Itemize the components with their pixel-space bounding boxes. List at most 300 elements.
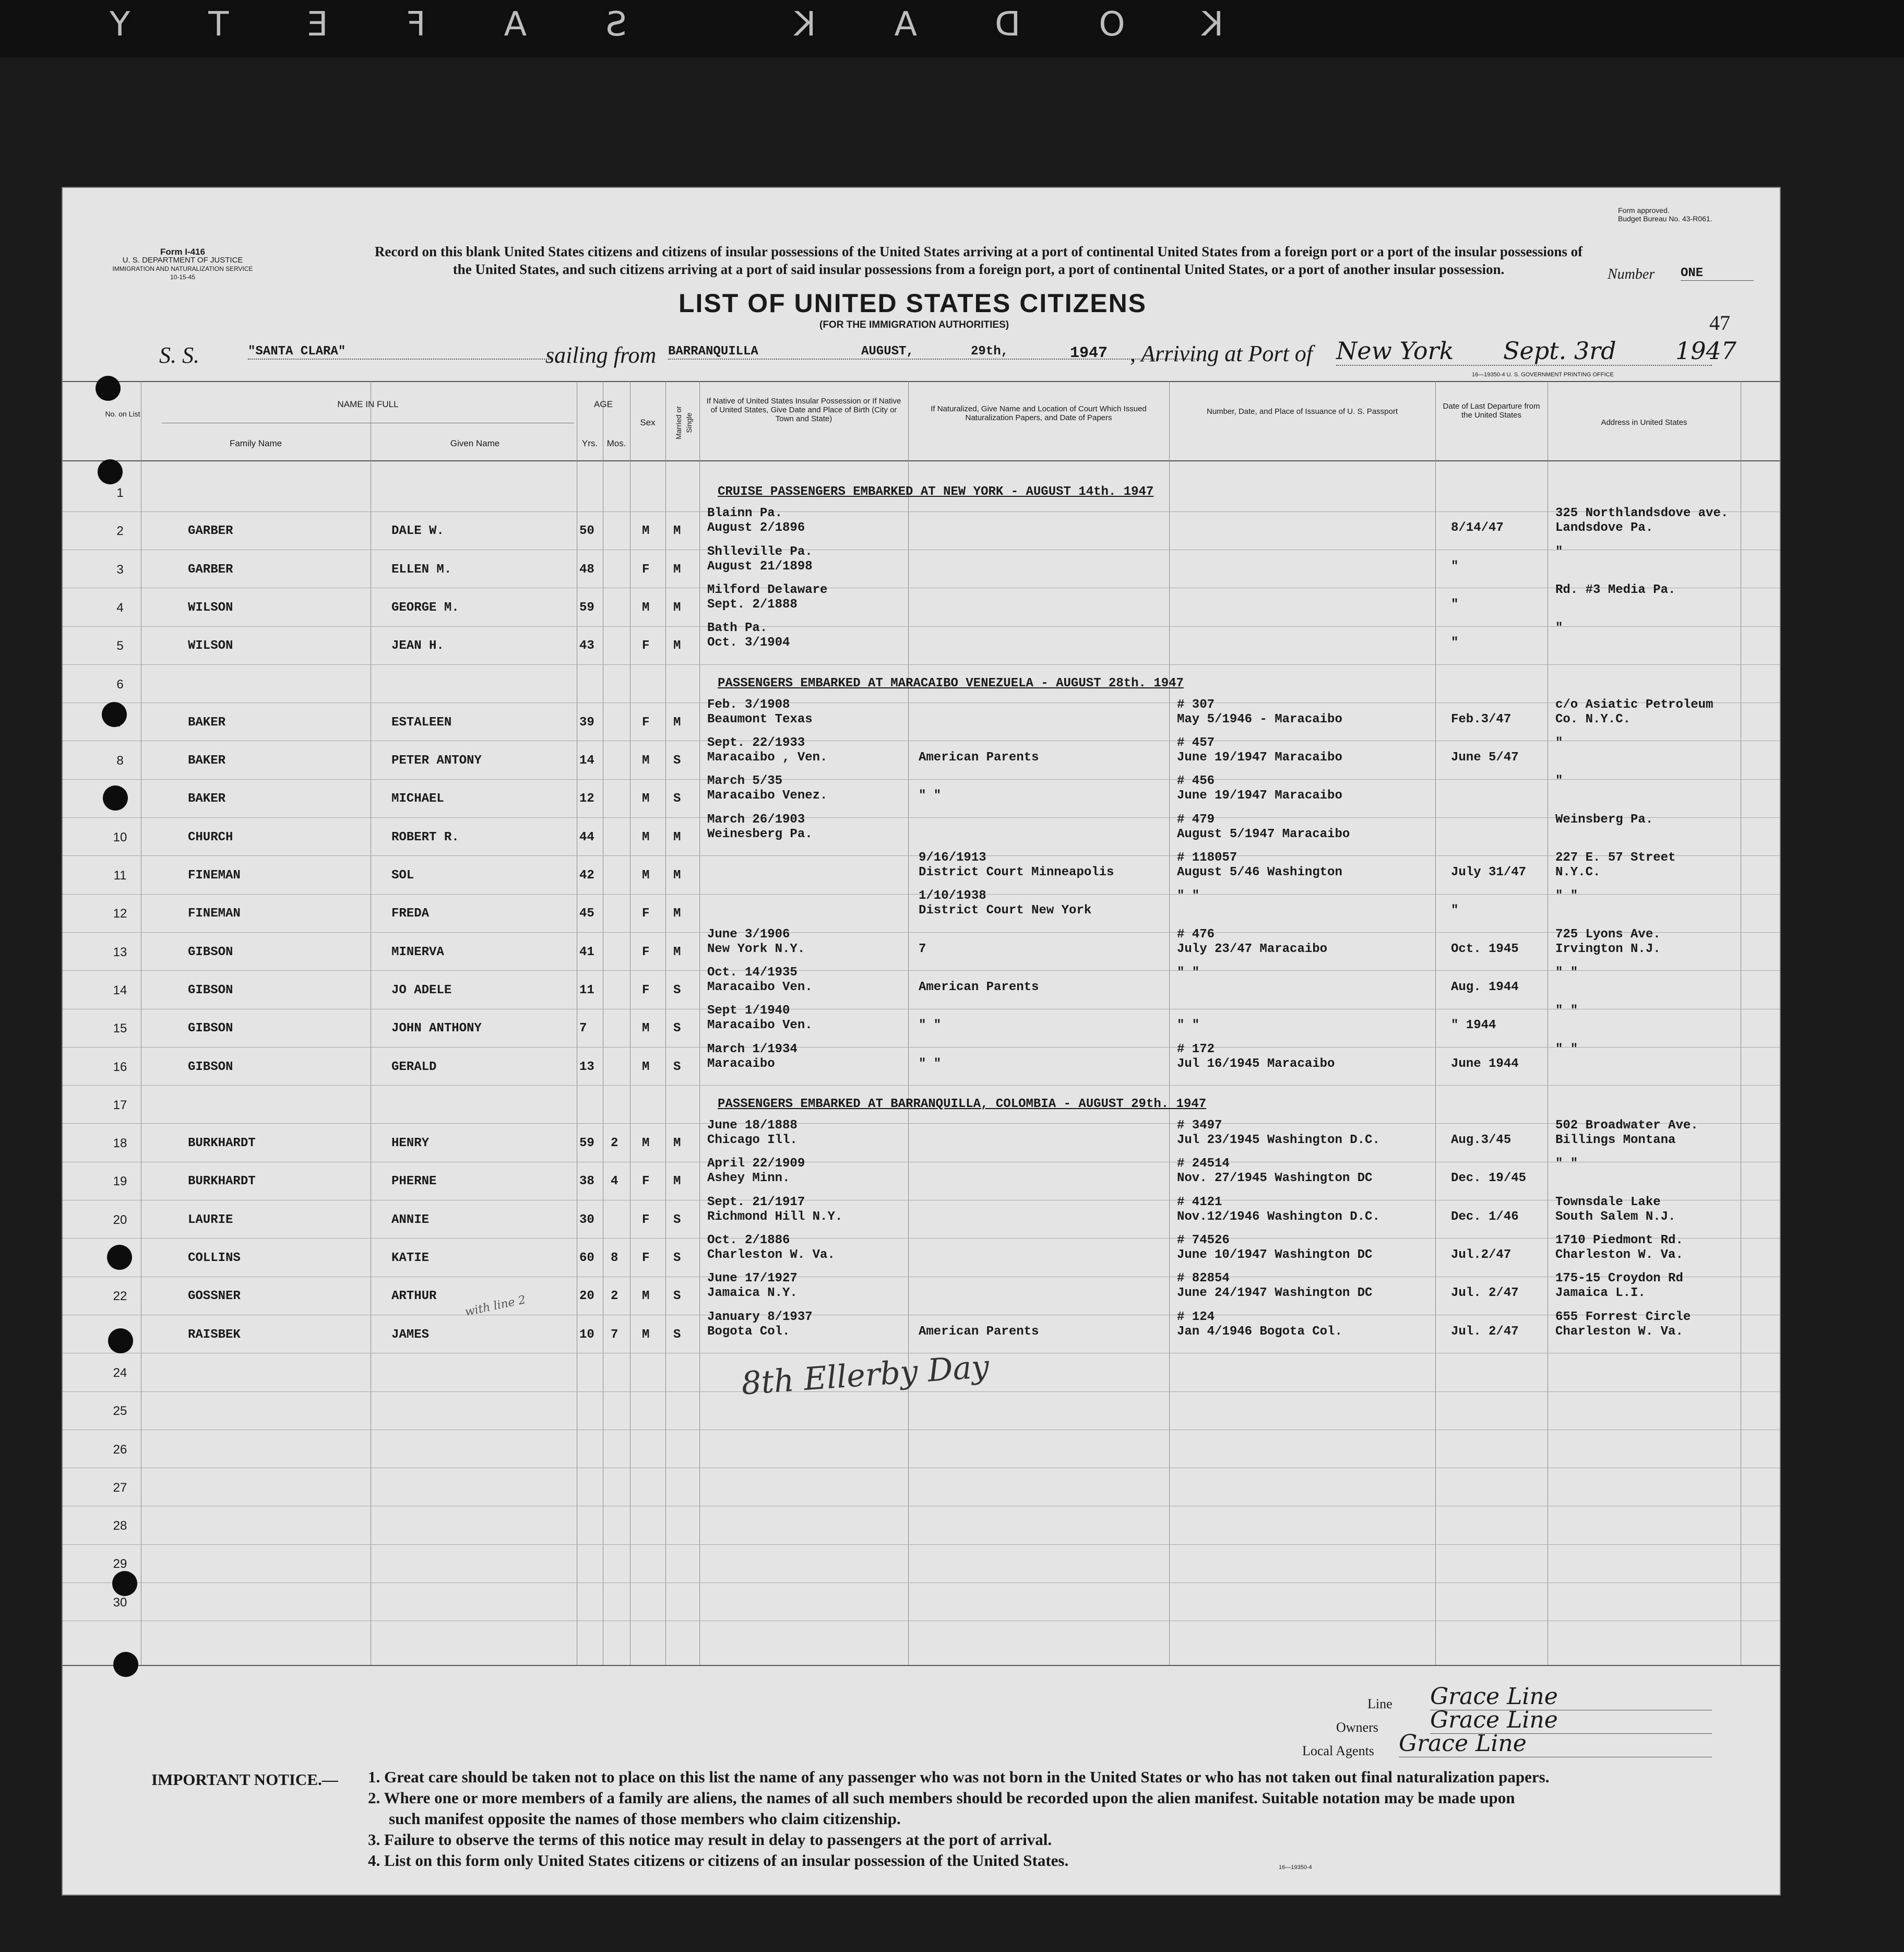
passport-line-2: June 24/1947 Washington DC <box>1177 1286 1373 1301</box>
col-header-yrs: Yrs. <box>581 438 598 448</box>
passport-line-1: " " <box>1177 965 1200 980</box>
col-divider <box>665 381 666 1665</box>
birth-line-1: Sept. 21/1917 <box>707 1195 805 1209</box>
passport-line-2: June 19/1947 Maracaibo <box>1177 751 1342 765</box>
age-years: 20 <box>579 1289 594 1304</box>
last-departure: " <box>1451 903 1459 918</box>
sex: F <box>642 907 650 921</box>
birth-line-2: Maracaibo Ven. <box>707 980 813 994</box>
row-number: 16 <box>113 1060 127 1074</box>
passport-line-1: # 124 <box>1177 1310 1215 1324</box>
sailing-day: 29th, <box>971 344 1009 359</box>
family-name: CHURCH <box>188 830 233 844</box>
sex: M <box>642 600 650 615</box>
address-line-2: Irvington N.J. <box>1555 942 1661 956</box>
col-header-family: Family Name <box>229 438 282 448</box>
table-top-rule <box>63 381 1780 382</box>
row-line <box>63 1544 1780 1545</box>
passport-line-2: May 5/1946 - Maracaibo <box>1177 712 1342 727</box>
given-name: GEORGE M. <box>391 600 459 615</box>
birth-line-2: Weinesberg Pa. <box>707 827 813 841</box>
family-name: WILSON <box>188 600 233 615</box>
row-number: 19 <box>113 1174 127 1189</box>
row-number: 17 <box>113 1098 127 1112</box>
passport-line-2: Jan 4/1946 Bogota Col. <box>1177 1324 1342 1339</box>
passport-line-1: # 118057 <box>1177 851 1237 865</box>
manifest-page <box>63 188 1780 1895</box>
last-departure: Aug.3/45 <box>1451 1133 1512 1148</box>
marital-status: M <box>673 1136 681 1151</box>
row-number: 13 <box>113 945 127 959</box>
sex: F <box>642 1212 650 1227</box>
address-line-2: Charleston W. Va. <box>1555 1324 1683 1339</box>
row-number: 15 <box>113 1021 127 1036</box>
form-instructions: Record on this blank United States citizens and citizens of insular possessions of the United States arriving at a port of continental United States from a foreign port or a port of the insular possessions of the United States, and such citizens arriving at a port of said insular possessions from a foreign port, a port of continental United States, or a port of another insular possession. <box>374 244 1583 277</box>
col-header-departure: Date of Last Departure from the United States <box>1443 402 1540 420</box>
passport-line-2: " " <box>1177 1018 1200 1033</box>
col-header-name: NAME IN FULL <box>337 399 399 409</box>
col-header-given: Given Name <box>450 438 500 448</box>
margin-note: with line 2 <box>463 1293 527 1319</box>
birth-line-2: Maracaibo , Ven. <box>707 751 828 765</box>
birth-line-2: Richmond Hill N.Y. <box>707 1209 843 1224</box>
binder-hole <box>108 1328 133 1353</box>
address-line-1: Weinsberg Pa. <box>1555 812 1653 827</box>
address-line-1: 1710 Piedmont Rd. <box>1555 1233 1683 1247</box>
marital-status: S <box>673 1251 681 1265</box>
row-number: 2 <box>116 524 124 539</box>
family-name: RAISBEK <box>188 1327 241 1342</box>
given-name: MINERVA <box>391 945 444 959</box>
row-line <box>63 932 1780 933</box>
passport-line-1: # 307 <box>1177 697 1215 712</box>
address-line-2: Co. N.Y.C. <box>1555 712 1631 727</box>
family-name: BURKHARDT <box>188 1136 256 1151</box>
row-line <box>63 1238 1780 1239</box>
address-line-1: " " <box>1555 1004 1578 1018</box>
notice-3: 3. Failure to observe the terms of this notice may result in delay to passengers at the port of arrival. <box>368 1830 1052 1849</box>
age-years: 14 <box>579 754 594 768</box>
family-name: COLLINS <box>188 1251 241 1265</box>
given-name: JEAN H. <box>391 639 444 653</box>
last-departure: " 1944 <box>1451 1018 1496 1033</box>
naturalization-line-2: 7 <box>919 942 926 956</box>
given-name: JOHN ANTHONY <box>391 1021 482 1036</box>
passport-line-1: # 476 <box>1177 927 1215 942</box>
col-header-no: No. on List <box>105 410 140 418</box>
sex: M <box>642 1289 650 1304</box>
binder-hole <box>112 1571 137 1596</box>
sex: F <box>642 562 650 577</box>
sex: M <box>642 1060 650 1074</box>
row-number: 5 <box>116 639 124 653</box>
age-months: 2 <box>611 1136 618 1151</box>
marital-status: S <box>673 754 681 768</box>
marital-status: M <box>673 639 681 653</box>
birth-line-2: Jamaica N.Y. <box>707 1286 798 1301</box>
section-heading: PASSENGERS EMBARKED AT MARACAIBO VENEZUELA - AUGUST 28th. 1947 <box>718 676 1184 691</box>
passport-line-2: June 19/1947 Maracaibo <box>1177 789 1342 803</box>
last-departure: Jul. 2/47 <box>1451 1286 1519 1301</box>
last-departure: 8/14/47 <box>1451 521 1504 535</box>
sex: F <box>642 1251 650 1265</box>
sailing-month: AUGUST, <box>861 344 914 359</box>
col-header-passport: Number, Date, and Place of Issuance of U. S. Passport <box>1206 407 1398 416</box>
birth-line-2: Chicago Ill. <box>707 1133 798 1148</box>
last-departure: Aug. 1944 <box>1451 980 1519 994</box>
naturalization-line-2: District Court Minneapolis <box>919 865 1114 879</box>
marital-status: M <box>673 868 681 883</box>
family-name: BAKER <box>188 754 226 768</box>
birth-line-1: Bath Pa. <box>707 621 768 636</box>
passport-line-1: # 24514 <box>1177 1157 1230 1171</box>
col-divider <box>699 381 700 1665</box>
address-line-1: " <box>1555 544 1563 559</box>
birth-line-1: March 26/1903 <box>707 812 805 827</box>
binder-hole <box>107 1245 132 1270</box>
row-number: 11 <box>113 868 127 883</box>
birth-line-2: August 21/1898 <box>707 559 813 574</box>
marital-status: M <box>673 600 681 615</box>
arrival-year: 1947 <box>1675 337 1737 365</box>
row-line <box>63 817 1780 818</box>
row-line <box>63 1085 1780 1086</box>
row-number: 29 <box>113 1557 127 1572</box>
row-line <box>63 664 1780 665</box>
print-code-bottom: 16—19350-4 <box>1279 1864 1312 1871</box>
page-number: 47 <box>1709 311 1730 335</box>
section-heading: PASSENGERS EMBARKED AT BARRANQUILLA, COLOMBIA - AUGUST 29th. 1947 <box>718 1097 1207 1111</box>
family-name: BAKER <box>188 715 226 730</box>
address-line-1: 655 Forrest Circle <box>1555 1310 1691 1324</box>
family-name: WILSON <box>188 639 233 653</box>
passport-line-2: July 23/47 Maracaibo <box>1177 942 1328 956</box>
address-line-1: " " <box>1555 1042 1578 1056</box>
birth-line-2: Maracaibo Venez. <box>707 789 828 803</box>
birth-line-2: Charleston W. Va. <box>707 1248 835 1262</box>
binder-hole <box>96 376 121 401</box>
passport-line-2: Nov.12/1946 Washington D.C. <box>1177 1209 1380 1224</box>
passport-line-2: June 10/1947 Washington DC <box>1177 1248 1373 1262</box>
family-name: GIBSON <box>188 983 233 997</box>
naturalization-line-2: District Court New York <box>919 903 1092 918</box>
sex: F <box>642 1174 650 1189</box>
sex: M <box>642 1136 650 1151</box>
given-name: GERALD <box>391 1060 437 1074</box>
passport-line-2: August 5/46 Washington <box>1177 865 1342 879</box>
naturalization-line-2: " " <box>919 1056 942 1071</box>
from-port: BARRANQUILLA <box>668 344 1200 360</box>
sex: M <box>642 830 650 844</box>
passport-line-2: August 5/1947 Maracaibo <box>1177 827 1350 841</box>
family-name: GARBER <box>188 524 233 539</box>
address-line-1: Townsdale Lake <box>1555 1195 1661 1209</box>
birth-line-1: Feb. 3/1908 <box>707 697 790 712</box>
address-line-1: " " <box>1555 889 1578 903</box>
given-name: ESTALEEN <box>391 715 452 730</box>
last-departure: Jul. 2/47 <box>1451 1324 1519 1339</box>
family-name: GOSSNER <box>188 1289 241 1304</box>
sex: M <box>642 1021 650 1036</box>
family-name: BAKER <box>188 792 226 806</box>
form-id-block <box>104 248 261 281</box>
film-edge-text: KODAK SAFETY <box>31 5 1224 44</box>
naturalization-line-2: " " <box>919 789 942 803</box>
film-edge-banner <box>0 0 1904 57</box>
given-name: KATIE <box>391 1251 430 1265</box>
form-number: Form I-416 <box>160 247 205 257</box>
age-years: 38 <box>579 1174 594 1189</box>
address-line-2: Landsdove Pa. <box>1555 521 1653 535</box>
naturalization-line-1: 9/16/1913 <box>919 851 986 865</box>
department: U. S. DEPARTMENT OF JUSTICE <box>122 256 243 265</box>
naturalization-line-2: American Parents <box>919 980 1039 994</box>
row-number: 30 <box>113 1595 127 1610</box>
birth-line-2: Maracaibo Ven. <box>707 1018 813 1033</box>
naturalization-line-2: American Parents <box>919 751 1039 765</box>
service: IMMIGRATION AND NATURALIZATION SERVICE <box>112 265 253 272</box>
family-name: FINEMAN <box>188 907 241 921</box>
marital-status: S <box>673 792 681 806</box>
birth-line-1: Blainn Pa. <box>707 506 783 521</box>
col-header-sex: Sex <box>640 418 656 427</box>
birth-line-1: Milford Delaware <box>707 582 828 597</box>
given-name: SOL <box>391 868 414 883</box>
sex: F <box>642 945 650 959</box>
given-name: ARTHUR <box>391 1289 437 1304</box>
col-header-address: Address in United States <box>1601 418 1687 427</box>
marital-status: S <box>673 1021 681 1036</box>
address-line-1: Rd. #3 Media Pa. <box>1555 582 1676 597</box>
number-value: ONE <box>1681 266 1754 281</box>
row-number: 25 <box>113 1404 127 1419</box>
age-years: 41 <box>579 945 594 959</box>
birth-line-1: June 17/1927 <box>707 1271 798 1286</box>
address-line-1: 325 Northlandsdove ave. <box>1555 506 1729 521</box>
sex: F <box>642 983 650 997</box>
passport-line-2: Jul 23/1945 Washington D.C. <box>1177 1133 1380 1148</box>
birth-line-2: Sept. 2/1888 <box>707 597 798 612</box>
naturalization-line-2: " " <box>919 1018 942 1033</box>
agents-label: Local Agents <box>1302 1743 1374 1758</box>
col-header-age: AGE <box>594 399 613 409</box>
arriving-label: , Arriving at Port of <box>1130 341 1313 366</box>
passport-line-1: # 74526 <box>1177 1233 1230 1247</box>
col-header-mos: Mos. <box>606 438 626 448</box>
age-years: 12 <box>579 792 594 806</box>
age-years: 10 <box>579 1327 594 1342</box>
notice-4: 4. List on this form only United States citizens or citizens of an insular possession of the United States. <box>368 1851 1069 1870</box>
age-months: 8 <box>611 1251 618 1265</box>
row-line <box>63 970 1780 971</box>
given-name: ANNIE <box>391 1212 430 1227</box>
row-number: 28 <box>113 1519 127 1533</box>
arrival-port: New York <box>1336 337 1712 366</box>
sex: M <box>642 868 650 883</box>
birth-line-2: Beaumont Texas <box>707 712 813 727</box>
page-title: LIST OF UNITED STATES CITIZENS <box>679 289 1147 318</box>
passport-line-1: # 457 <box>1177 736 1215 751</box>
age-years: 44 <box>579 830 594 844</box>
birth-line-1: January 8/1937 <box>707 1310 813 1324</box>
birth-line-2: Ashey Minn. <box>707 1171 790 1186</box>
line-value: Grace Line <box>1430 1683 1712 1710</box>
row-line <box>63 1582 1780 1583</box>
last-departure: July 31/47 <box>1451 865 1527 879</box>
birth-line-2: New York N.Y. <box>707 942 805 956</box>
age-years: 48 <box>579 562 594 577</box>
passport-line-1: # 456 <box>1177 774 1215 789</box>
signature-note: 8th Ellerby Day <box>740 1348 991 1402</box>
sex: M <box>642 754 650 768</box>
address-line-1: " <box>1555 774 1563 789</box>
age-years: 39 <box>579 715 594 730</box>
row-number: 26 <box>113 1442 127 1457</box>
birth-line-1: Sept. 22/1933 <box>707 736 805 751</box>
last-departure: June 5/47 <box>1451 751 1519 765</box>
age-years: 59 <box>579 1136 594 1151</box>
address-line-1: 227 E. 57 Street <box>1555 851 1676 865</box>
agents-value: Grace Line <box>1399 1730 1712 1757</box>
given-name: MICHAEL <box>391 792 444 806</box>
age-years: 13 <box>579 1060 594 1074</box>
given-name: ELLEN M. <box>391 562 452 577</box>
age-years: 45 <box>579 907 594 921</box>
marital-status: S <box>673 1212 681 1227</box>
passport-line-1: " " <box>1177 889 1200 903</box>
row-line <box>63 511 1780 512</box>
row-line <box>63 626 1780 627</box>
owners-label: Owners <box>1336 1720 1378 1735</box>
marital-status: M <box>673 562 681 577</box>
col-header-married: Married or Single <box>674 406 693 439</box>
arrival-date: Sept. 3rd <box>1503 337 1616 365</box>
passport-line-1: # 3497 <box>1177 1118 1222 1133</box>
birth-line-2: August 2/1896 <box>707 521 805 535</box>
last-departure: Jul.2/47 <box>1451 1248 1512 1262</box>
address-line-1: 502 Broadwater Ave. <box>1555 1118 1698 1133</box>
passport-line-2: Jul 16/1945 Maracaibo <box>1177 1056 1335 1071</box>
number-label: Number <box>1608 266 1655 282</box>
given-name: ROBERT R. <box>391 830 459 844</box>
address-line-1: " " <box>1555 1157 1578 1171</box>
marital-status: M <box>673 945 681 959</box>
sex: M <box>642 524 650 539</box>
birth-line-1: Oct. 14/1935 <box>707 965 798 980</box>
table-bottom-rule <box>63 1665 1780 1666</box>
naturalization-line-1: 1/10/1938 <box>919 889 986 903</box>
birth-line-2: Bogota Col. <box>707 1324 790 1339</box>
binder-hole <box>113 1652 138 1677</box>
ship-name: "SANTA CLARA" <box>248 344 551 360</box>
row-number: 1 <box>116 486 124 500</box>
sex: M <box>642 792 650 806</box>
address-line-2: N.Y.C. <box>1555 865 1601 879</box>
family-name: GIBSON <box>188 945 233 959</box>
last-departure: " <box>1451 597 1459 612</box>
row-number: 4 <box>116 600 124 615</box>
col-divider <box>1435 381 1436 1665</box>
marital-status: M <box>673 907 681 921</box>
family-name: LAURIE <box>188 1212 233 1227</box>
form-approval <box>1618 206 1743 223</box>
naturalization-line-2: American Parents <box>919 1324 1039 1339</box>
sex: F <box>642 715 650 730</box>
address-line-2: Jamaica L.I. <box>1555 1286 1646 1301</box>
age-months: 2 <box>611 1289 618 1304</box>
address-line-1: " <box>1555 736 1563 751</box>
birth-line-1: Sept 1/1940 <box>707 1004 790 1018</box>
budget-number: Budget Bureau No. 43-R061. <box>1618 215 1712 223</box>
last-departure: Feb.3/47 <box>1451 712 1512 727</box>
notice-title: IMPORTANT NOTICE.— <box>151 1770 338 1789</box>
age-years: 59 <box>579 600 594 615</box>
given-name: JAMES <box>391 1327 430 1342</box>
col-divider <box>1169 381 1170 1665</box>
age-years: 30 <box>579 1212 594 1227</box>
birth-line-2: Maracaibo <box>707 1056 775 1071</box>
family-name: GIBSON <box>188 1021 233 1036</box>
birth-line-2: Oct. 3/1904 <box>707 636 790 650</box>
passport-line-1: # 479 <box>1177 812 1215 827</box>
passport-line-1: # 82854 <box>1177 1271 1230 1286</box>
address-line-1: c/o Asiatic Petroleum <box>1555 697 1713 712</box>
birth-line-1: Oct. 2/1886 <box>707 1233 790 1247</box>
binder-hole <box>103 785 128 811</box>
notice-2-cont: such manifest opposite the names of those members who claim citizenship. <box>389 1810 901 1828</box>
marital-status: M <box>673 830 681 844</box>
passport-line-1: # 4121 <box>1177 1195 1222 1209</box>
birth-line-1: March 5/35 <box>707 774 783 789</box>
notice-2: 2. Where one or more members of a family are aliens, the names of all such members should be recorded upon the alien manifest. Suitable notation may be made upon <box>368 1789 1515 1807</box>
row-number: 14 <box>113 983 127 997</box>
row-number: 24 <box>113 1365 127 1380</box>
address-line-1: 725 Lyons Ave. <box>1555 927 1661 942</box>
last-departure: Dec. 1/46 <box>1451 1209 1519 1224</box>
row-line <box>63 1047 1780 1048</box>
header-bottom-rule <box>63 460 1780 461</box>
last-departure: Dec. 19/45 <box>1451 1171 1527 1186</box>
col-header-naturalized: If Naturalized, Give Name and Location of Court Which Issued Naturalization Papers, and Date of Papers <box>931 404 1147 422</box>
row-number: 27 <box>113 1480 127 1495</box>
row-number: 6 <box>116 677 124 692</box>
age-months: 4 <box>611 1174 618 1189</box>
row-line <box>63 1123 1780 1124</box>
marital-status: M <box>673 1174 681 1189</box>
page-subtitle: (FOR THE IMMIGRATION AUTHORITIES) <box>819 319 1009 330</box>
family-name: FINEMAN <box>188 868 241 883</box>
notice-1: 1. Great care should be taken not to place on this list the name of any passenger who was not born in the United States or who has not taken out final naturalization papers. <box>368 1768 1550 1786</box>
passport-line-2: Nov. 27/1945 Washington DC <box>1177 1171 1373 1186</box>
sailing-label: sailing from <box>545 342 657 368</box>
col-divider <box>908 381 909 1665</box>
address-line-1: 175-15 Croydon Rd <box>1555 1271 1683 1286</box>
marital-status: S <box>673 1327 681 1342</box>
row-line <box>63 779 1780 780</box>
given-name: HENRY <box>391 1136 430 1151</box>
sex: M <box>642 1327 650 1342</box>
form-date: 10-15-45 <box>170 273 196 281</box>
row-line <box>63 1391 1780 1392</box>
marital-status: M <box>673 524 681 539</box>
age-years: 50 <box>579 524 594 539</box>
line-label: Line <box>1367 1696 1393 1711</box>
ss-label: S. S. <box>159 342 199 368</box>
marital-status: S <box>673 1289 681 1304</box>
marital-status: S <box>673 1060 681 1074</box>
print-code-top: 16—19350-4 U. S. GOVERNMENT PRINTING OFFICE <box>1472 372 1614 378</box>
age-years: 42 <box>579 868 594 883</box>
